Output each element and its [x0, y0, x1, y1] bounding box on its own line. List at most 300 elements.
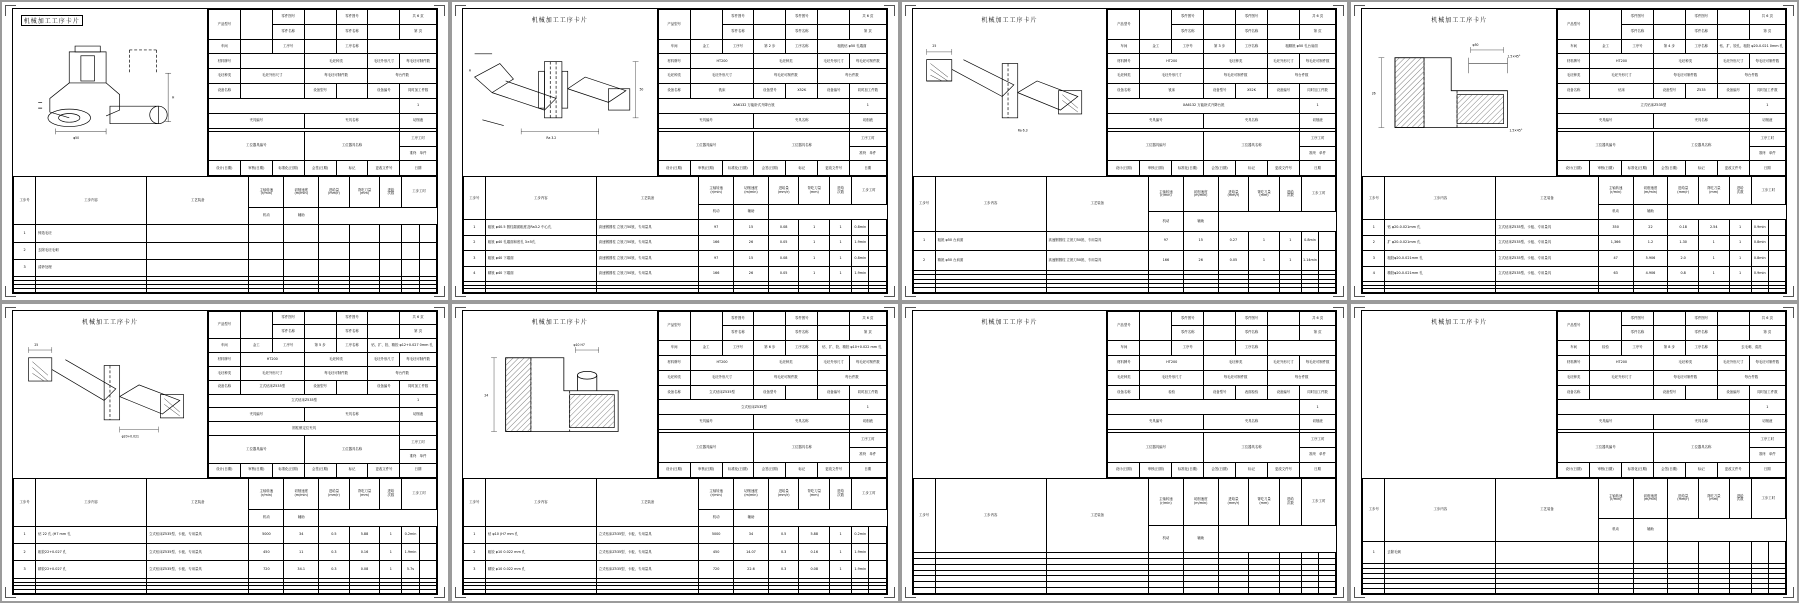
op-col-speed: 切削速度 (m/min)	[1633, 478, 1668, 518]
label-worktool-no: 工位器具编号	[1108, 433, 1204, 463]
op-col-depth: 背吃刀量 (mm)	[1249, 177, 1280, 212]
label-cut-fluid: 切削液	[400, 408, 436, 422]
sign-review: 审核(日期)	[1140, 161, 1172, 176]
op-rpm: 1,366	[1598, 235, 1633, 250]
label-share-count: 同时加工件数	[400, 84, 436, 99]
label-equip-no: 设备编号	[368, 84, 400, 99]
mark-a: 标记	[786, 462, 818, 477]
label-cut-fluid: 切削液	[850, 415, 886, 430]
label-process-no: 工序号	[1172, 39, 1204, 54]
sign-countersign: 会签(日期)	[1653, 161, 1685, 176]
svg-text:Ra 6.3: Ra 6.3	[1017, 128, 1028, 133]
op-col-speed: 切削速度 (m/min)	[284, 478, 319, 509]
label-equip-no: 设备编号	[1267, 385, 1299, 400]
op-no: 1	[1363, 541, 1385, 564]
op-feed: 0.3	[768, 561, 799, 578]
label-part-no-2: 零件图号	[1236, 311, 1268, 326]
label-equip-no: 设备编号	[818, 84, 850, 99]
op-passes: 1	[830, 526, 852, 543]
label-process-no: 工序号	[722, 341, 754, 356]
card-title: 机械加工工序卡片	[1431, 17, 1488, 24]
label-fixture-name: 夹具名称	[1653, 113, 1749, 128]
op-col-passes: 进给 次数	[830, 177, 852, 205]
label-blank-kind: 毛坯种类	[1204, 54, 1268, 69]
value-process-no: 第 2 步	[754, 39, 786, 54]
op-time-auto: 0.2min	[402, 526, 419, 543]
op-col-passes: 进给 次数	[1729, 177, 1751, 205]
label-blank-per: 每毛坯可制件数	[400, 353, 436, 367]
op-no: 3	[1363, 251, 1385, 266]
op-content: 钻 φ10 (H7 mm 孔	[485, 526, 596, 543]
label-share-count: 同时加工件数	[1749, 84, 1785, 99]
label-blank-size: 毛坯外形尺寸	[818, 355, 850, 370]
value-material: HT200	[240, 353, 304, 367]
label-part-no: 零件图号	[722, 311, 754, 326]
value-pages-total: 共 6 页	[400, 10, 436, 25]
label-worktool-no: 工位器具编号	[1558, 433, 1654, 463]
label-material: 材料牌号	[658, 54, 690, 69]
label-blank-per-2: 每毛坯可制件数	[304, 69, 368, 84]
label-part-no: 零件图号	[272, 311, 304, 325]
op-passes: 1	[1279, 231, 1301, 251]
sign-countersign: 会签(日期)	[754, 161, 786, 176]
op-col-no: 工步号	[463, 478, 485, 526]
label-part-no-2: 零件图号	[1685, 311, 1717, 326]
label-material: 材料牌号	[658, 355, 690, 370]
label-workshop: 车间	[1108, 39, 1140, 54]
op-tooling: 高速钢圆柱 立铣刀50铣、专用量具	[596, 266, 698, 281]
label-part-no-2: 零件图号	[786, 10, 818, 25]
value-share-count: 1	[850, 400, 886, 415]
op-col-speed: 切削速度 (m/min)	[1183, 177, 1218, 212]
label-fixture-no: 夹具编号	[658, 113, 754, 128]
op-col-speed: 切削速度 (m/min)	[734, 478, 769, 509]
op-content: 粗铣 φ50 台肩面	[935, 231, 1046, 251]
op-col-time-aux: 辅助	[1183, 526, 1218, 553]
label-blank-size-2: 毛坯外形尺寸	[1590, 370, 1654, 385]
op-col-feed: 进给量 (mm/r)	[768, 177, 799, 205]
label-fixture-name: 夹具名称	[1204, 113, 1300, 128]
label-product-model: 产品型号	[658, 10, 690, 40]
time-split: 准终 单件	[1749, 146, 1785, 161]
label-blank-size: 毛坯外形尺寸	[1717, 355, 1749, 370]
value-pages-total: 共 6 页	[1749, 311, 1785, 326]
op-speed: 1.2	[1633, 235, 1668, 250]
op-speed: 15	[1183, 231, 1218, 251]
value-process-name: 去毛刺、清洗	[1717, 341, 1785, 356]
label-blank-per-2: 每毛坯可制件数	[304, 366, 368, 380]
op-depth: 1	[799, 266, 830, 281]
op-col-time: 工步工时	[852, 177, 886, 205]
label-part-no: 零件图号	[722, 10, 754, 25]
op-depth: 0.08	[799, 561, 830, 578]
mark-c: 日期	[1749, 161, 1785, 176]
label-part-no-2: 零件图号	[786, 311, 818, 326]
mark-c: 日期	[850, 161, 886, 176]
time-split: 准终 单件	[400, 146, 436, 161]
label-worktool-name: 工位器具名称	[304, 436, 400, 464]
op-content: 钻 φ20-0.021mm 孔	[1385, 220, 1496, 235]
op-col-time-aux: 辅助	[734, 204, 769, 219]
label-worktool-no: 工位器具编号	[208, 131, 304, 161]
op-col-content: 工步内容	[36, 478, 147, 526]
sign-design: 设计(日期)	[1558, 462, 1590, 477]
label-product-model: 产品型号	[208, 10, 240, 40]
value-process-name: 粗精铣 φ50 孔台肩面	[1267, 39, 1335, 54]
value-process-no: 第 5 步	[304, 339, 336, 353]
op-col-rpm: 主轴转速 (r/min)	[699, 177, 734, 205]
op-speed: 34.1	[284, 561, 319, 578]
label-process-name: 工序名称	[336, 339, 368, 353]
op-col-tooling: 工艺装备	[1496, 478, 1598, 541]
value-process-no: 第 3 步	[1204, 39, 1236, 54]
op-time-auto: 1.9min	[402, 544, 419, 561]
label-time-header: 工序工时	[850, 433, 886, 448]
op-col-passes: 进给 次数	[1279, 177, 1301, 212]
op-rpm: 47	[1598, 251, 1633, 266]
op-rpm: 5000	[249, 526, 284, 543]
value-equip-name: 立式钻床Z535型	[240, 380, 304, 394]
op-speed: 15	[734, 251, 769, 266]
label-cut-fluid: 切削液	[1749, 415, 1785, 430]
label-process-no: 工序号	[1172, 341, 1204, 356]
op-col-content: 工步内容	[485, 478, 596, 526]
label-worktool-no: 工位器具编号	[1558, 131, 1654, 161]
value-workshop: 金工	[1140, 39, 1172, 54]
label-cut-fluid: 切削液	[850, 113, 886, 128]
op-time-auto: 0.2min	[852, 526, 869, 543]
value-pages-total: 共 6 页	[1299, 311, 1335, 326]
op-passes: 1	[830, 220, 852, 235]
op-passes: 1	[830, 235, 852, 250]
label-blank-size: 毛坯外形尺寸	[1267, 54, 1299, 69]
op-no: 3	[463, 251, 485, 266]
mark-b: 更改文件号	[1717, 161, 1749, 176]
label-equip-model: 设备型号	[754, 385, 786, 400]
svg-text:25: 25	[34, 342, 39, 347]
label-worktool-name: 工位器具名称	[1204, 433, 1300, 463]
label-time-header: 工序工时	[850, 131, 886, 146]
card-title: 机械加工工序卡片	[981, 17, 1038, 24]
op-rpm: 166	[699, 235, 734, 250]
label-blank-per-2: 每毛坯可制件数	[1653, 69, 1717, 84]
op-col-time-auto: 机动	[1148, 212, 1183, 232]
label-equip-name: 设备名称	[1558, 385, 1590, 400]
label-equip-name: 设备名称	[208, 380, 240, 394]
label-part-name: 零件名称	[1172, 326, 1204, 341]
label-process-name: 工序名称	[786, 39, 818, 54]
svg-text:H: H	[172, 95, 175, 100]
label-part-name-2: 零件名称	[336, 24, 368, 39]
label-product-model: 产品型号	[208, 311, 240, 339]
label-part-name: 零件名称	[1622, 326, 1654, 341]
op-col-no: 工步号	[14, 177, 36, 225]
fixture-note: XA6132 万能卧式升降台铣	[658, 98, 849, 113]
label-blank-per: 每毛坯可制件数	[850, 54, 886, 69]
card-title: 机械加工工序卡片	[1431, 318, 1488, 326]
label-blank-per-2: 每毛坯可制件数	[754, 69, 818, 84]
label-fixture-name: 夹具名称	[304, 113, 400, 128]
sign-standard: 标准化(日期)	[1172, 462, 1204, 477]
op-tooling: 立式钻床Z535型、卡板、专用量具	[596, 561, 698, 578]
op-time-auto: 0.9min	[1751, 266, 1768, 281]
label-part-no: 零件图号	[1172, 10, 1204, 25]
op-col-time-auto: 机动	[249, 208, 284, 225]
mark-b: 更改文件号	[1267, 462, 1299, 477]
label-part-no-2: 零件图号	[1685, 10, 1717, 25]
sign-standard: 标准化(日期)	[722, 161, 754, 176]
sign-review: 审核(日期)	[1140, 462, 1172, 477]
op-col-depth: 背吃刀量 (mm)	[1698, 478, 1729, 518]
value-material: HT200	[690, 355, 754, 370]
op-col-content: 工步内容	[485, 177, 596, 220]
label-fixture-no: 夹具编号	[1108, 113, 1204, 128]
op-col-time: 工步工时	[852, 478, 886, 509]
label-time-header: 工序工时	[1299, 131, 1335, 146]
label-equip-no: 设备编号	[1717, 84, 1749, 99]
label-equip-model: 设备型号	[304, 84, 336, 99]
label-part-name-2: 零件名称	[1236, 326, 1268, 341]
mark-a: 标记	[1685, 462, 1717, 477]
op-passes: 1	[830, 266, 852, 281]
op-col-depth: 背吃刀量 (mm)	[1698, 177, 1729, 205]
label-share-count: 同时加工件数	[1299, 385, 1335, 400]
label-part-name-2: 零件名称	[336, 325, 368, 339]
op-depth: 1	[799, 235, 830, 250]
label-blank-kind-2: 毛坯种类	[1108, 69, 1140, 84]
op-content: 去除毛坯毛刺	[36, 242, 147, 259]
sign-review: 审核(日期)	[1590, 462, 1622, 477]
op-depth: 2.54	[1698, 220, 1729, 235]
value-workshop: 金工	[240, 339, 272, 353]
mark-c: 日期	[1299, 462, 1335, 477]
label-blank-size-2: 毛坯外形尺寸	[1140, 370, 1204, 385]
label-material: 材料牌号	[208, 353, 240, 367]
op-rpm: 5000	[699, 526, 734, 543]
value-material: HT200	[1140, 54, 1204, 69]
op-col-feed: 进给量 (mm/r)	[319, 478, 350, 509]
op-content: 粗铰 φ10 0.022 mm 孔	[485, 544, 596, 561]
op-feed: 0.27	[1218, 231, 1249, 251]
mark-c: 日期	[1299, 161, 1335, 176]
label-part-name: 零件名称	[722, 24, 754, 39]
label-blank-kind: 毛坯种类	[754, 355, 818, 370]
mark-c: 日期	[1749, 462, 1785, 477]
op-no: 1	[913, 231, 935, 251]
op-content: 粗铣 φ40 下端面	[485, 251, 596, 266]
op-speed: 26	[734, 266, 769, 281]
label-fixture-name: 夹具名称	[1204, 415, 1300, 430]
label-blank-kind-2: 毛坯种类	[658, 370, 690, 385]
card-title: 机械加工工序卡片	[531, 318, 588, 326]
value-process-no: 第 6 步	[754, 341, 786, 356]
label-equip-name: 设备名称	[658, 385, 690, 400]
op-col-feed: 进给量 (mm/r)	[319, 177, 350, 208]
label-fixture-no: 夹具编号	[208, 113, 304, 128]
op-col-feed: 进给量 (mm/r)	[1218, 177, 1249, 212]
label-equip-name: 设备名称	[208, 84, 240, 99]
label-per-unit: 每台件数	[1267, 370, 1335, 385]
op-no: 2	[913, 251, 935, 271]
mark-b: 更改文件号	[818, 161, 850, 176]
op-content: 去除毛刺	[1385, 541, 1496, 564]
sign-design: 设计(日期)	[208, 463, 240, 477]
op-depth: 1	[799, 251, 830, 266]
worktool-note: 圆柱销定位夹具	[208, 422, 399, 436]
label-blank-size-2: 毛坯外形尺寸	[240, 69, 304, 84]
value-material: HT200	[1590, 54, 1654, 69]
card-title: 机械加工工序卡片	[81, 318, 138, 326]
label-material: 材料牌号	[1558, 355, 1590, 370]
svg-text:φ10 H7: φ10 H7	[573, 342, 585, 347]
op-speed: 11	[284, 544, 319, 561]
label-blank-kind: 毛坯种类	[1204, 355, 1268, 370]
label-share-count: 同时加工件数	[850, 84, 886, 99]
op-col-time-aux: 辅助	[1633, 519, 1668, 542]
op-col-content: 工步内容	[935, 177, 1046, 232]
op-no: 2	[463, 544, 485, 561]
label-process-no: 工序号	[1622, 341, 1654, 356]
value-equip-name: 立式钻床Z535型	[690, 385, 754, 400]
op-depth: 1	[1249, 251, 1280, 271]
label-equip-name: 设备名称	[1558, 84, 1590, 99]
label-blank-size-2: 毛坯外形尺寸	[240, 366, 304, 380]
op-content: 粗铰22+0.027 孔	[36, 544, 147, 561]
op-col-time: 工步工时	[1301, 478, 1335, 526]
op-col-time-aux: 辅助	[1633, 204, 1668, 219]
op-rpm: 720	[249, 561, 284, 578]
label-part-no: 零件图号	[1622, 311, 1654, 326]
op-no: 3	[14, 259, 36, 276]
time-split: 准终 单件	[850, 146, 886, 161]
label-time-header: 工序工时	[400, 131, 436, 146]
label-equip-name: 设备名称	[1108, 385, 1140, 400]
op-no: 1	[463, 220, 485, 235]
op-speed: 22.6	[734, 561, 769, 578]
time-split: 准终 单件	[1299, 146, 1335, 161]
op-feed: 0.3	[768, 544, 799, 561]
label-blank-kind-2: 毛坯种类	[658, 69, 690, 84]
label-product-model: 产品型号	[1558, 311, 1590, 341]
op-col-time-aux: 辅助	[1183, 212, 1218, 232]
op-tooling: 高速钢圆柱 立铣刀50铣、专用量具	[1046, 231, 1148, 251]
label-blank-per: 每毛坯可制件数	[850, 355, 886, 370]
op-rpm: 97	[1148, 231, 1183, 251]
svg-text:φ50: φ50	[73, 136, 80, 141]
op-passes: 1	[830, 251, 852, 266]
label-part-name: 零件名称	[1622, 24, 1654, 39]
op-content: 钻 22 孔 (H7 mm 孔	[36, 526, 147, 543]
mark-a: 标记	[1685, 161, 1717, 176]
value-share-count: 1	[400, 394, 436, 408]
label-product-model: 产品型号	[1108, 10, 1140, 40]
label-per-unit: 每台件数	[818, 370, 886, 385]
op-speed: 34	[734, 526, 769, 543]
mark-a: 标记	[336, 463, 368, 477]
label-worktool-name: 工位器具名称	[1653, 131, 1749, 161]
op-time-auto: 0.9min	[1751, 220, 1768, 235]
mark-b: 更改文件号	[1267, 161, 1299, 176]
value-process-name: 粗铣钻 φ50 孔端面	[818, 39, 886, 54]
time-split: 准终 单件	[1749, 448, 1785, 463]
op-rpm: 166	[1148, 251, 1183, 271]
label-blank-kind-2: 毛坯种类	[1558, 370, 1590, 385]
label-blank-kind: 毛坯种类	[304, 54, 368, 69]
op-feed: 0.3	[319, 561, 350, 578]
label-blank-per: 每毛坯可制件数	[1299, 355, 1335, 370]
sign-standard: 标准化(日期)	[722, 462, 754, 477]
label-part-name-2: 零件名称	[1685, 326, 1717, 341]
value-page-no: 第 页	[850, 326, 886, 341]
sign-standard: 标准化(日期)	[1622, 161, 1654, 176]
label-process-no: 工序号	[272, 39, 304, 54]
op-content: 精铣 φ40 下端面	[485, 266, 596, 281]
op-col-time-aux: 辅助	[284, 509, 319, 526]
op-col-rpm: 主轴转速 (r/min)	[1598, 177, 1633, 205]
value-equip-name: 检验	[1140, 385, 1204, 400]
op-speed: 26	[1183, 251, 1218, 271]
svg-text:φ50: φ50	[1472, 43, 1479, 48]
op-feed: 0.3	[319, 544, 350, 561]
op-passes: 1	[380, 544, 402, 561]
label-per-unit: 每台件数	[1717, 370, 1785, 385]
op-col-no: 工步号	[14, 478, 36, 526]
label-material: 材料牌号	[208, 54, 240, 69]
label-per-unit: 每台件数	[1717, 69, 1785, 84]
op-col-content: 工步内容	[36, 177, 147, 225]
op-col-passes: 进给 次数	[1279, 478, 1301, 526]
label-fixture-name: 夹具名称	[304, 408, 400, 422]
value-pages-total: 共 6 页	[400, 311, 436, 325]
label-part-name-2: 零件名称	[786, 326, 818, 341]
label-worktool-name: 工位器具名称	[754, 131, 850, 161]
value-page-no: 第 页	[850, 24, 886, 39]
value-workshop: 金工	[1590, 39, 1622, 54]
label-equip-no: 设备编号	[368, 380, 400, 394]
op-depth: 0.16	[349, 544, 380, 561]
mark-a: 标记	[786, 161, 818, 176]
label-share-count: 同时加工件数	[1299, 84, 1335, 99]
sign-design: 设计(日期)	[658, 161, 690, 176]
op-time-auto: 1.9min	[852, 235, 869, 250]
label-equip-no: 设备编号	[818, 385, 850, 400]
label-part-name: 零件名称	[722, 326, 754, 341]
label-process-no: 工序号	[272, 339, 304, 353]
op-rpm: 720	[699, 561, 734, 578]
op-tooling: 立式钻床Z535型、卡板、专用量具	[147, 526, 249, 543]
op-col-no: 工步号	[1363, 177, 1385, 220]
label-equip-model: 设备型号	[1204, 385, 1236, 400]
op-speed: 26	[734, 235, 769, 250]
op-passes: 1	[830, 561, 852, 578]
label-worktool-no: 工位器具编号	[658, 131, 754, 161]
card-title: 机械加工工序卡片	[981, 318, 1038, 326]
op-rpm: 63	[1598, 266, 1633, 281]
label-blank-size-2: 毛坯外形尺寸	[1140, 69, 1204, 84]
mark-b: 更改文件号	[368, 161, 400, 176]
op-no: 3	[14, 561, 36, 578]
svg-text:1.5×45°: 1.5×45°	[1507, 54, 1521, 59]
label-worktool-no: 工位器具编号	[208, 436, 304, 464]
op-col-depth: 背吃刀量 (mm)	[799, 478, 830, 509]
op-depth: 0.16	[799, 544, 830, 561]
op-content: 精铣 φ50 台肩面	[935, 251, 1046, 271]
label-share-count: 同时加工件数	[850, 385, 886, 400]
svg-text:1.5×45°: 1.5×45°	[1509, 128, 1523, 133]
op-rpm: 450	[249, 544, 284, 561]
label-part-name: 零件名称	[272, 325, 304, 339]
value-equip-model: X52K	[786, 84, 818, 99]
